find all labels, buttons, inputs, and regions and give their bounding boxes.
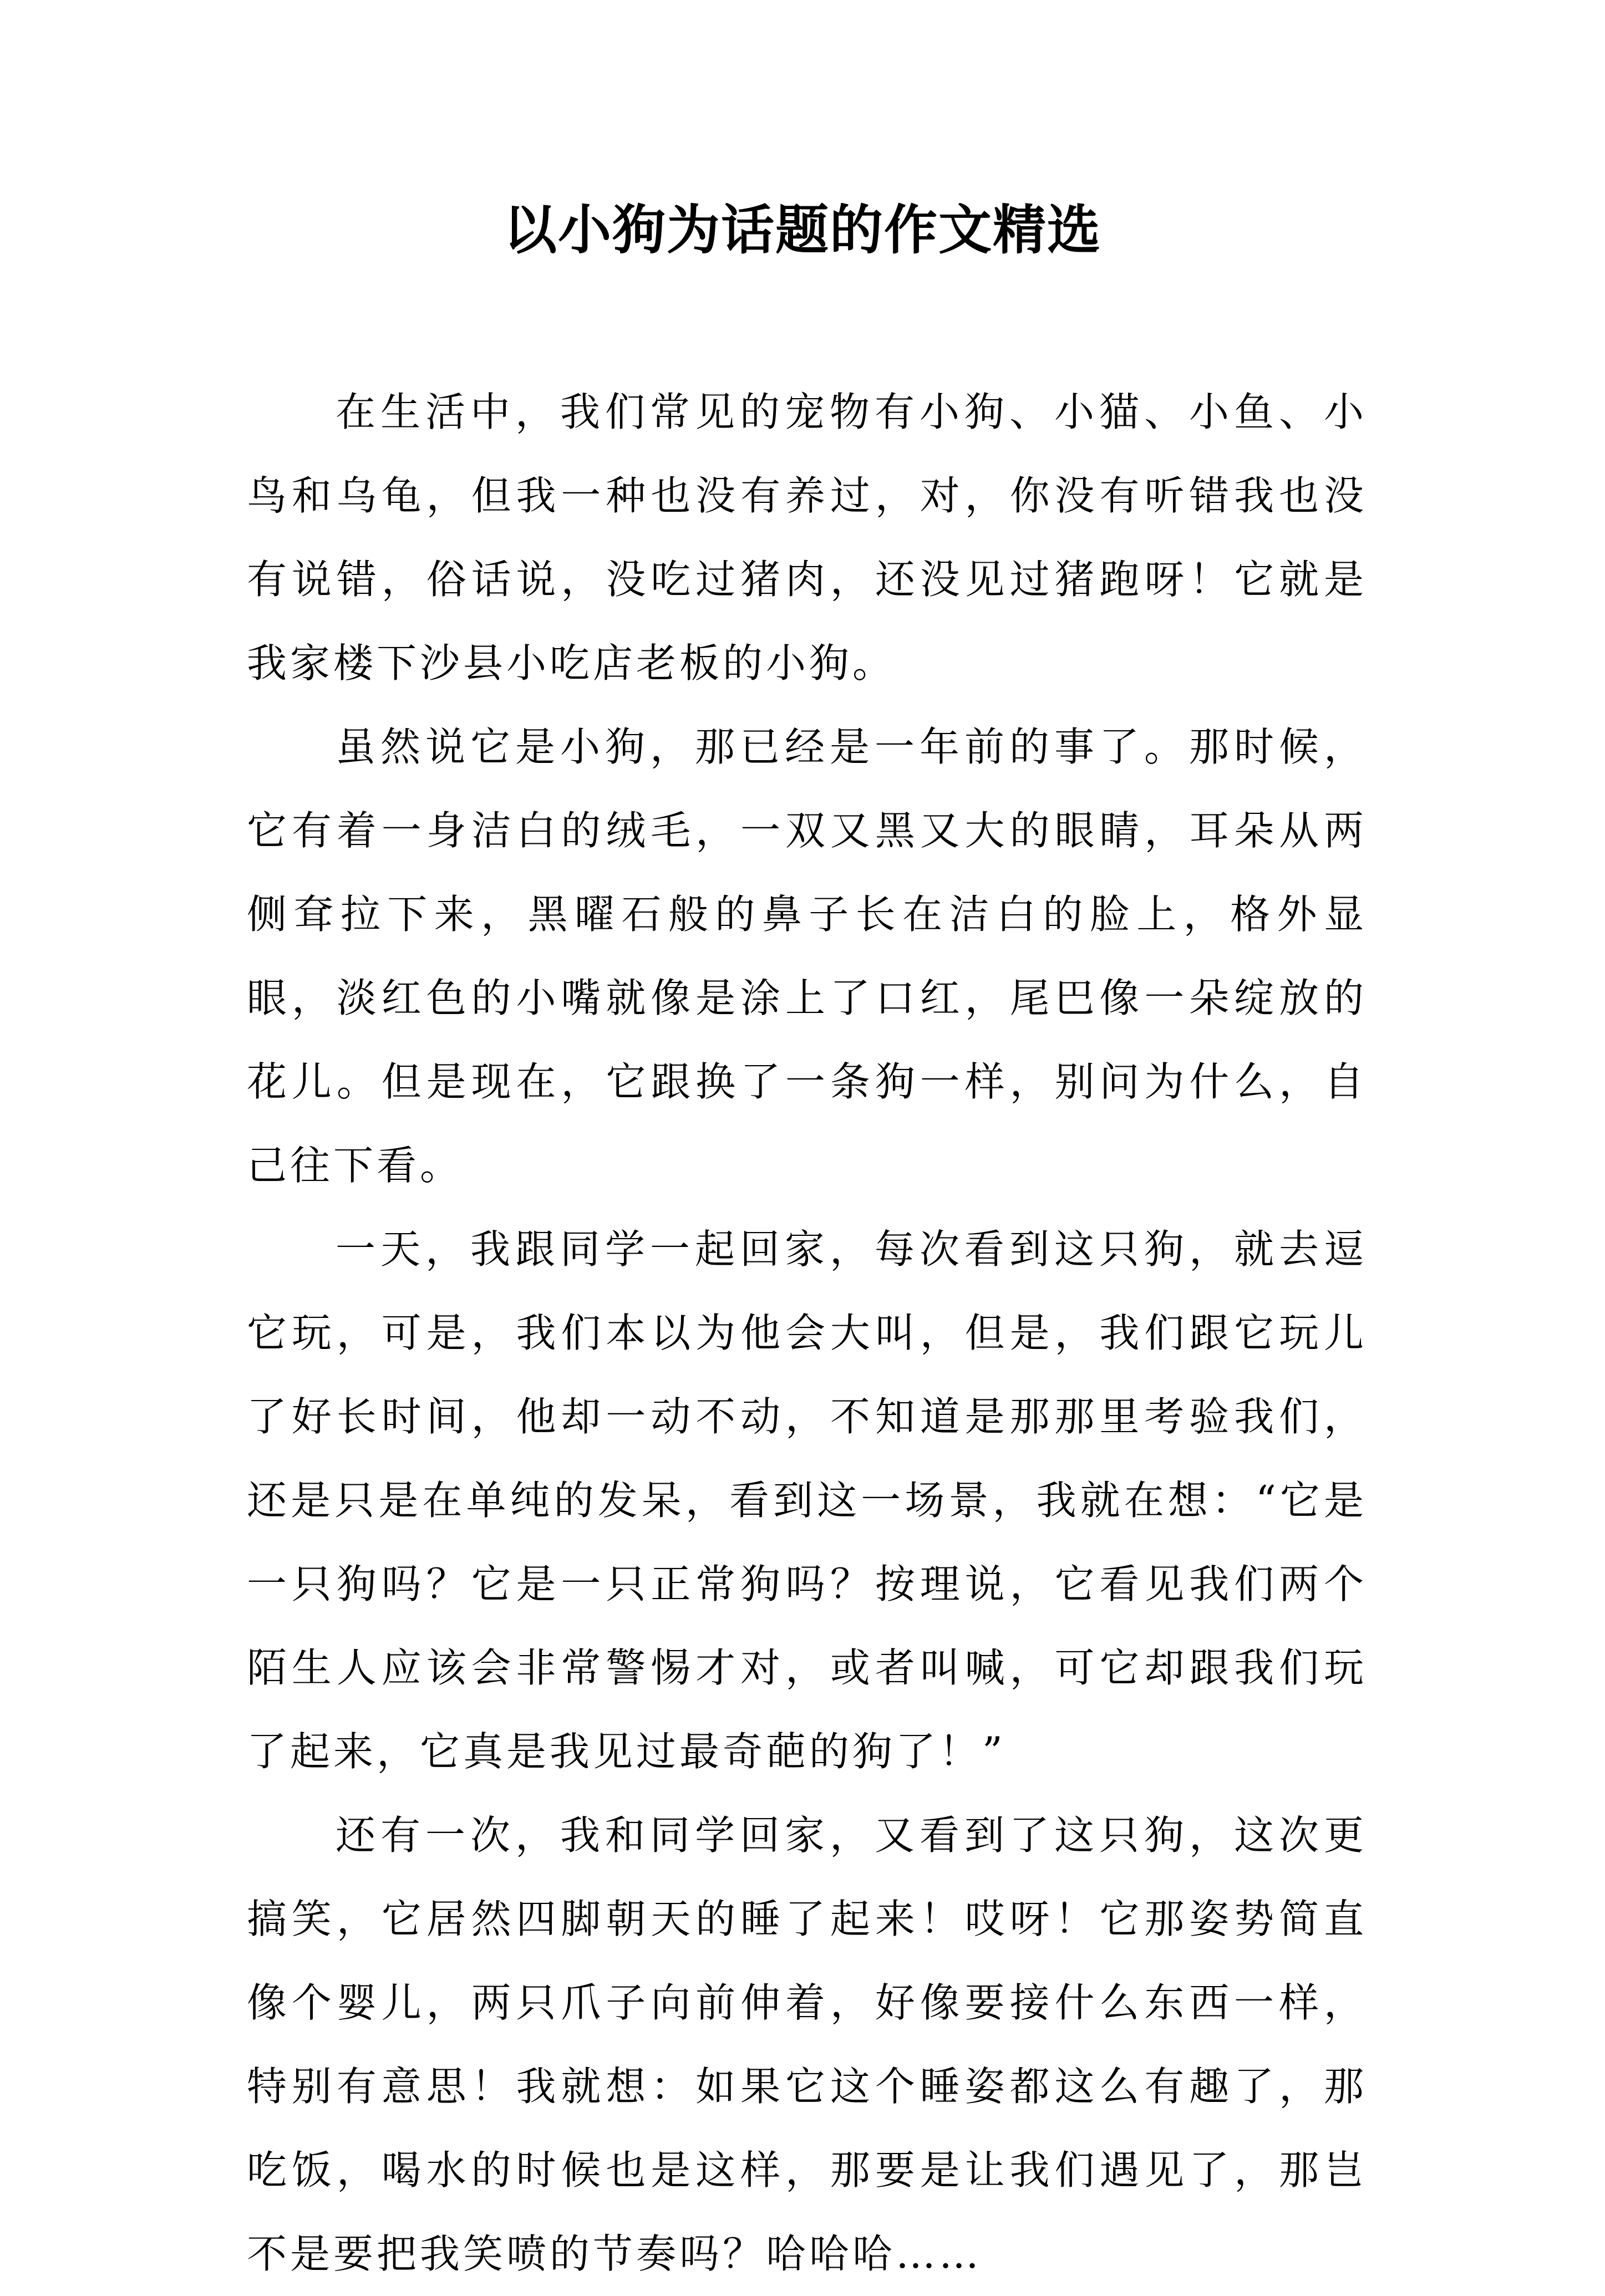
- document-body: [247, 370, 1367, 2296]
- paragraph-2: 虽然说它是小狗，那已经是一年前的事了。那时候，它有着一身洁白的绒毛，一双又黑又大的眼睛，耳朵从两侧耷拉下来，黑曜石般的鼻子长在洁白的脸上，格外显眼，淡红色的小嘴就像是涂上了口红，尾巴像一朵绽放的花儿。但是现在，它跟换了一条狗一样，别问为什么，自己往下看。: [247, 724, 1367, 1189]
- document-title: 以小狗为话题的作文精选: [504, 198, 1101, 261]
- paragraph-1: 在生活中，我们常见的宠物有小狗、小猫、小鱼、小鸟和乌龟，但我一种也没有养过，对，你没有听错我也没有说错，俗话说，没吃过猪肉，还没见过猪跑呀！它就是我家楼下沙县小吃店老板的小狗。: [247, 389, 1367, 686]
- paragraph-4: 还有一次，我和同学回家，又看到了这只狗，这次更搞笑，它居然四脚朝天的睡了起来！哎呀！它那姿势简直像个婴儿，两只爪子向前伸着，好像要接什么东西一样，特别有意思！我就想：如果它这个睡姿都这么有趣了，那吃饭，喝水的时候也是这样，那要是让我们遇见了，那岂不是要把我笑喷的节奏吗？哈哈哈……: [247, 1812, 1367, 2277]
- paragraph-3: 一天，我跟同学一起回家，每次看到这只狗，就去逗它玩，可是，我们本以为他会大叫，但是，我们跟它玩儿了好长时间，他却一动不动，不知道是那那里考验我们，还是只是在单纯的发呆，看到这一场景，我就在想：“它是一只狗吗？它是一只正常狗吗？按理说，它看见我们两个陌生人应该会非常警惕才对，或者叫喊，可它却跟我们玩了起来，它真是我见过最奇葩的狗了！”: [247, 1226, 1367, 1775]
